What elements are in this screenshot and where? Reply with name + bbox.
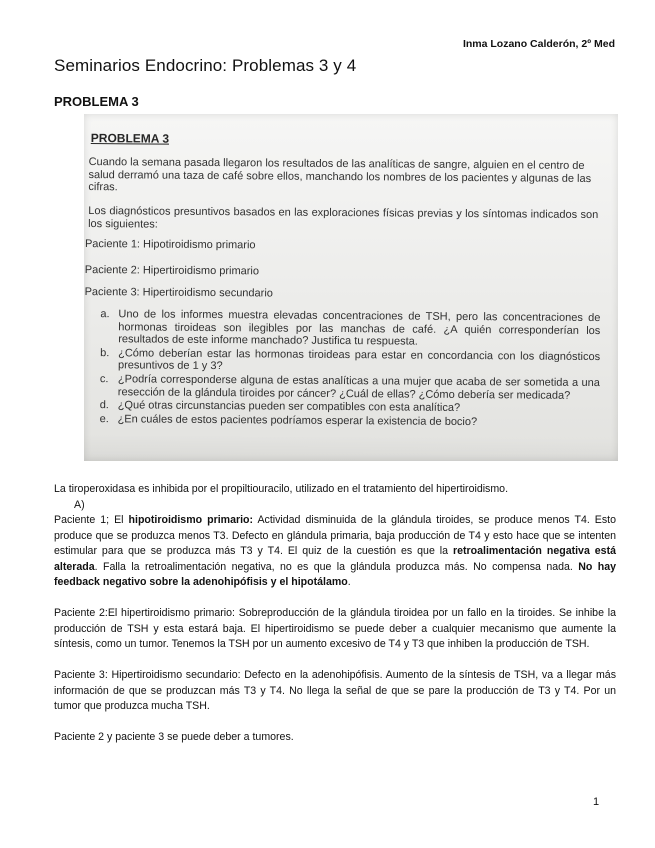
answer-a-label: A) — [74, 498, 85, 511]
question-text: ¿Qué otras circunstancias pueden ser compatibles con esta analítica? — [117, 399, 461, 415]
photo-shadow — [84, 434, 618, 461]
section-heading: PROBLEMA 3 — [54, 94, 139, 109]
photo-heading: PROBLEMA 3 — [90, 131, 170, 146]
question-letter: b. — [100, 346, 110, 359]
photo-question — [100, 373, 600, 402]
question-text: ¿En cuáles de estos pacientes podríamos esperar la existencia de bocio? — [117, 413, 478, 428]
photo-question — [100, 413, 600, 430]
photo-patient-1: Paciente 1: Hipotiroidismo primario — [84, 238, 256, 252]
document-title: Seminarios Endocrino: Problemas 3 y 4 — [54, 56, 357, 75]
photo-patient-3: Paciente 3: Hipertiroidismo secundario — [84, 286, 273, 300]
photo-diagnoses-intro: Los diagnósticos presuntivos basados en las exploraciones físicas previas y los síntomas indicados son los siguientes: — [88, 205, 599, 231]
patient-1-paragraph — [54, 513, 616, 591]
answer-body — [54, 482, 616, 746]
photo-question — [100, 308, 600, 350]
photo-question-list — [100, 308, 601, 430]
page-number: 1 — [593, 796, 600, 808]
patient-3-paragraph: Paciente 3: Hipertiroidismo secundario: Defecto en la adenohipófisis. Aumento de la síntesis de TSH, va a llegar más información de que se produzcan más T3 y T4. No llega la señal de que se pare la producción de T3 y T4. Por un tumor que produzca mucha TSH. — [54, 669, 616, 712]
photo-intro: Cuando la semana pasada llegaron los resultados de las analíticas de sangre, alguien en el centro de salud derramó una taza de café sobre ellos, manchando los nombres de los pacientes y algunas de las cifras. — [88, 156, 592, 194]
question-text: Uno de los informes muestra elevadas concentraciones de TSH, pero las concentraciones de hormonas tiroideas son ilegibles por las manchas de café. ¿A quién corresponderían los resultados de este informe manchado? Justifica tu respuesta. — [118, 308, 601, 348]
p1-bold-conclusion: No hay feedback negativo sobre la adenohipófisis y el hipotálamo — [54, 560, 616, 588]
photo-question — [100, 347, 600, 376]
photo-patient-2: Paciente 2: Hipertiroidismo primario — [84, 264, 260, 278]
p1-prefix: Paciente 1; El — [54, 514, 129, 526]
p1-end: . — [347, 576, 351, 588]
question-text: ¿Podría corresponderse alguna de estas analíticas a una mujer que acaba de ser sometida a una resección de la glándula tiroides por cáncer? ¿Cuál de ellas? ¿Cómo debería ser medicada? — [117, 373, 600, 402]
intro-paragraph: La tiroperoxidasa es inhibida por el propiltiouracilo, utilizado en el tratamiento del hipertiroidismo. — [54, 483, 509, 495]
author-line: Inma Lozano Calderón, 2º Med — [462, 38, 615, 50]
question-letter: e. — [99, 412, 109, 425]
question-text: ¿Cómo deberían estar las hormonas tiroideas para estar en concordancia con los diagnósticos presuntivos de 1 y 3? — [117, 347, 601, 373]
question-letter: c. — [99, 373, 109, 386]
question-letter: d. — [99, 399, 109, 412]
p1-bold-diagnosis: hipotiroidismo primario: — [128, 514, 254, 526]
p1-bold-feedback: retroalimentación negativa está alterada — [54, 545, 616, 573]
p1-text-2: . Falla la retroalimentación negativa, no es que la glándula produzca más. No compensa nada. — [94, 560, 579, 573]
tumor-note: Paciente 2 y paciente 3 se puede deber a tumores. — [54, 731, 294, 743]
patient-2-paragraph: Paciente 2:El hipertiroidismo primario: Sobreproducción de la glándula tiroidea por un fallo en la tiroides. Se inhibe la producción de TSH y esta estará baja. El hipertiroidismo se puede deber a cualquier mecanismo que aumente la síntesis, como un tumor. Tenemos la TSH por un aumento excesivo de T4 y T3 que inhiben la producción de TSH. — [54, 607, 616, 650]
problem-photo — [84, 114, 618, 461]
photo-paper — [84, 114, 618, 461]
p1-text: Actividad disminuida de la glándula tiroides, se produce menos T4. Esto produce que se produzca menos T3. Defecto en glándula primaria, baja producción de T4 y esto hace que se intenten estimular para que se produzca más T3 y T4. El quiz de la cuestión es que la — [54, 514, 617, 557]
question-letter: a. — [100, 308, 110, 321]
